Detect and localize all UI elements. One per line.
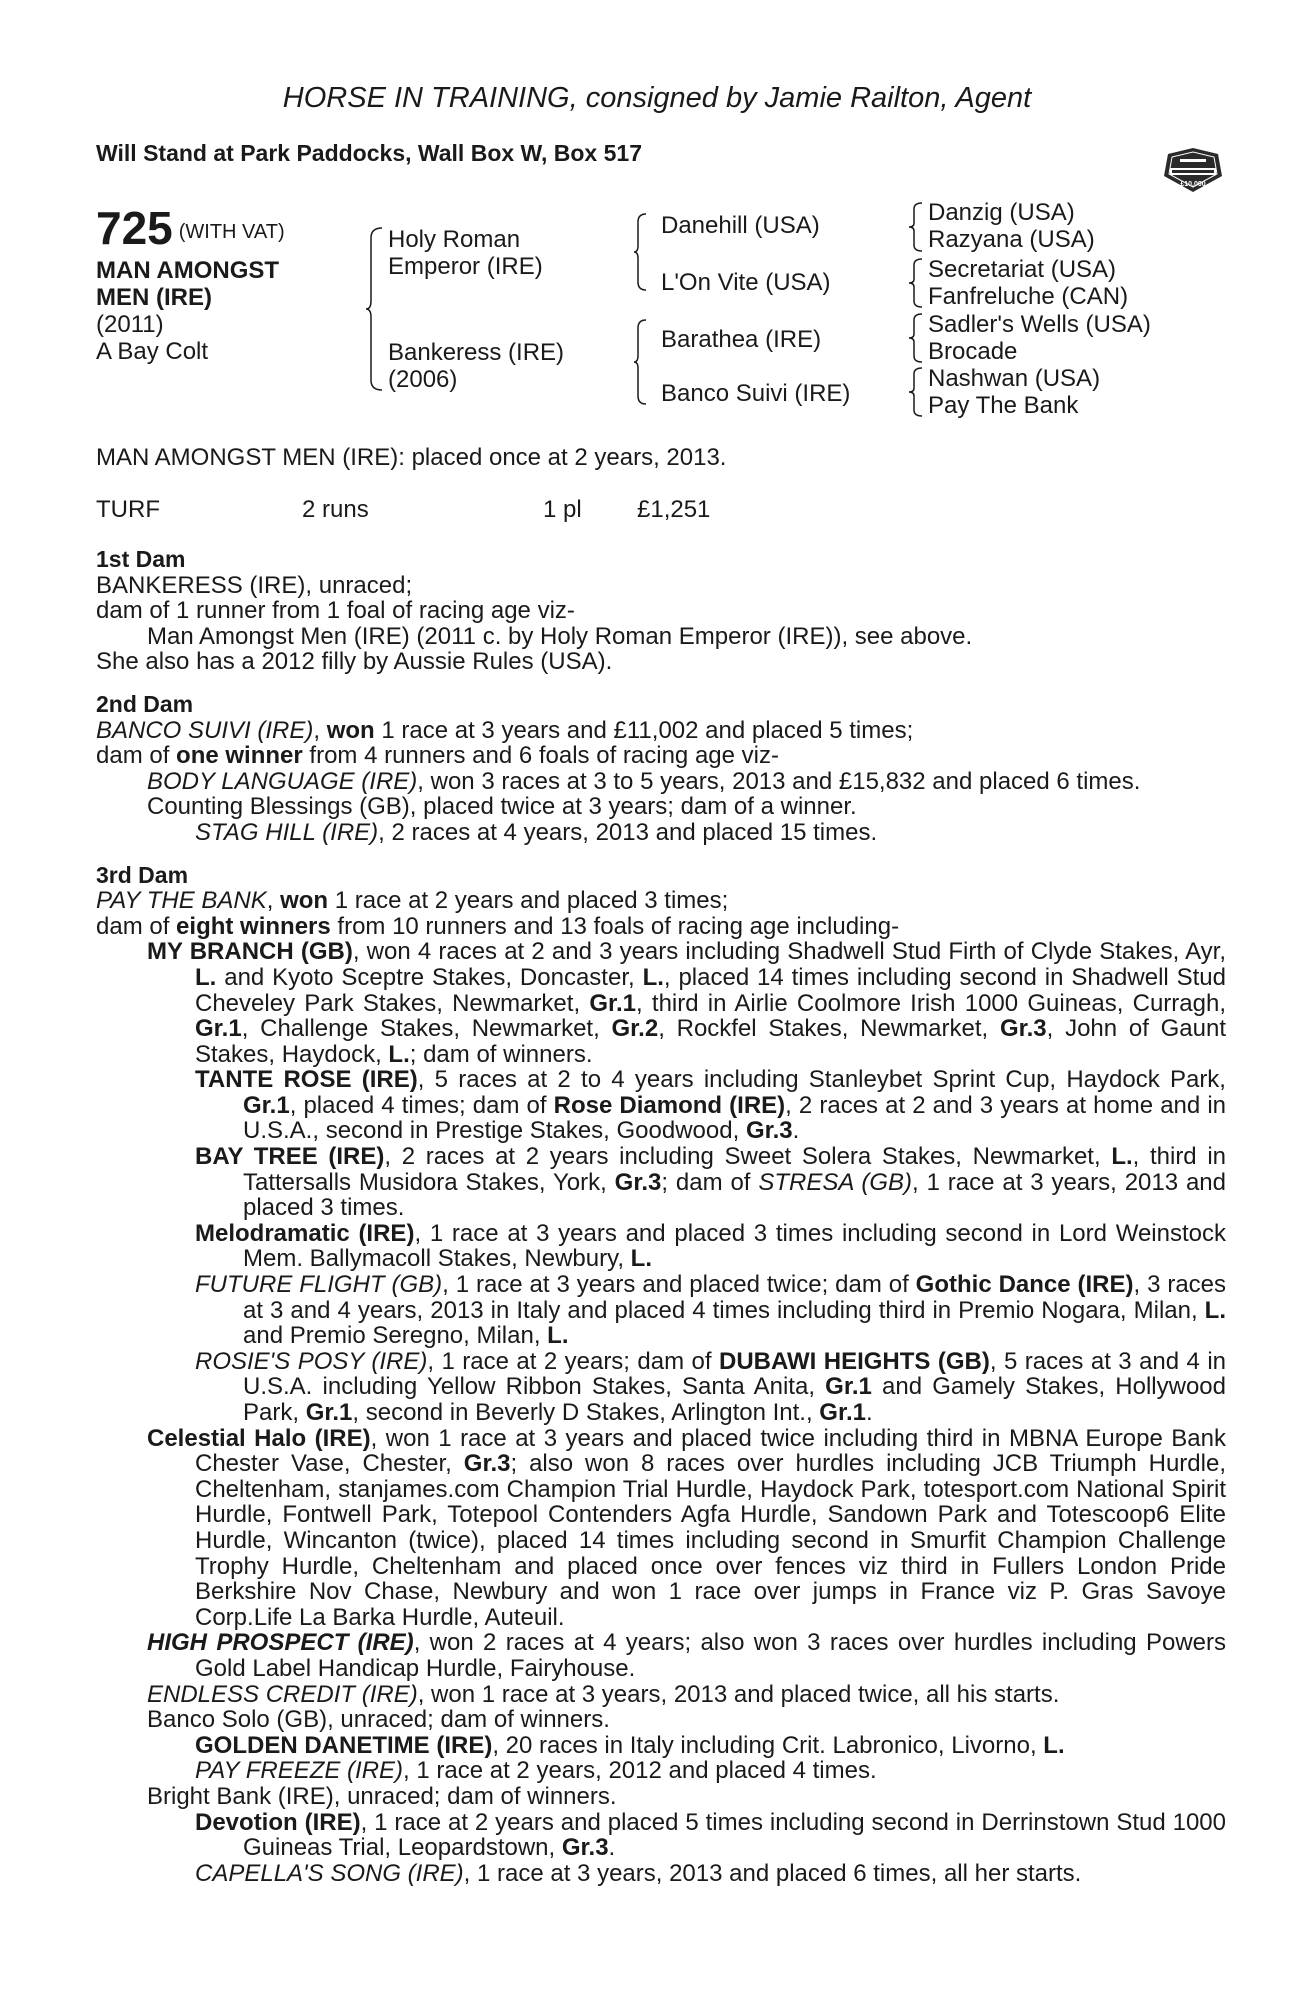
entry-text: Gr.3 [463, 1450, 511, 1478]
entry-text: dam of [96, 742, 177, 770]
entry-text: Gr.1 [243, 1091, 290, 1119]
pedigree-gen2-3: Barathea (IRE) [661, 326, 822, 353]
pedigree-entry [96, 888, 1226, 914]
pedigree-entry [96, 1784, 1226, 1810]
section-heading: 1st Dam [96, 546, 186, 572]
entry-text: , 3 races at 3 and 4 years, 2013 in Italy and placed 4 times including third in Premio Nogara, Milan, [243, 1271, 1233, 1324]
entry-text: , 1 race at 2 years and placed 5 times including second in Derrinstown Stud 1000 Guineas Trial, Leopardstown, [243, 1808, 1233, 1862]
pedigree-sire [388, 226, 543, 280]
section-heading: 3rd Dam [96, 861, 189, 888]
sire-name-line2: Emperor (IRE) [388, 253, 543, 280]
pedigree-entry [96, 1758, 1226, 1784]
entry-text: ; dam of winners. [409, 1040, 593, 1068]
entry-text: one winner [176, 742, 303, 770]
entry-text: Gr.1 [825, 1373, 872, 1401]
entry-text: , third in Airlie Coolmore Irish 1000 Guineas, Curragh, [636, 989, 1233, 1017]
entry-text: from 4 runners and 6 foals of racing age viz- [302, 742, 779, 770]
entry-text: , won 3 races at 3 to 5 years, 2013 and £15,832 and placed 6 times. [417, 767, 1141, 795]
entry-text: from 10 runners and 13 foals of racing age including- [330, 912, 900, 940]
entry-text: , 2 races at 2 years including Sweet Solera Stakes, Newmarket, [384, 1143, 1112, 1171]
entry-text: L. [630, 1245, 652, 1273]
entry-text: , [313, 716, 327, 744]
entry-text: , 1 race at 3 years, 2013 and placed 3 times. [243, 1168, 1233, 1222]
pedigree-entry [96, 1861, 1226, 1887]
foaling-year: (2011) [96, 311, 164, 338]
pedigree-entry [96, 769, 1226, 795]
entry-text: MY BRANCH (GB) [147, 938, 353, 966]
pedigree-gen3-2: Razyana (USA) [928, 226, 1095, 253]
dam-sections [96, 546, 1233, 1887]
entry-text: , [266, 887, 281, 915]
pedigree-bracket-7 [906, 366, 924, 418]
pedigree-entry [96, 1143, 1233, 1222]
entry-text: , 5 races at 3 and 4 in U.S.A. including Yellow Ribbon Stakes, Santa Anita, [243, 1347, 1233, 1401]
pedigree-dam [388, 339, 564, 393]
pedigree-gen2-4: Banco Suivi (IRE) [661, 380, 851, 407]
entry-text: , Challenge Stakes, Newmarket, [241, 1015, 612, 1043]
pedigree-bracket-1 [364, 226, 384, 392]
record-runs: 2 runs [302, 496, 369, 523]
entry-text: , 1 race at 3 years and placed twice; dam of [442, 1271, 916, 1299]
racing-bonus-badge-icon [1160, 146, 1226, 198]
pedigree-bracket-3 [632, 318, 648, 406]
lot-number-line [96, 204, 285, 256]
entry-text: . [608, 1834, 616, 1862]
pedigree-gen3-3: Secretariat (USA) [928, 256, 1117, 283]
entry-text: and Gamely Stakes, Hollywood Park, [243, 1373, 1233, 1426]
pedigree-gen3-4: Fanfreluche (CAN) [928, 283, 1129, 310]
entry-text: Bright Bank (IRE), unraced; dam of winners. [147, 1782, 617, 1810]
entry-text: won [280, 887, 329, 915]
entry-text: , third in Tattersalls Musidora Stakes, York, [243, 1143, 1233, 1196]
entry-text: Gr.2 [611, 1015, 659, 1043]
entry-text: L. [1043, 1731, 1065, 1759]
pedigree-entry [96, 718, 1226, 744]
entry-text: , 1 race at 3 years, 2013 and placed 6 times, all her starts. [463, 1859, 1082, 1887]
pedigree-entry [96, 743, 1226, 769]
pedigree-entry [96, 1733, 1226, 1759]
catalogue-title: HORSE IN TRAINING, consigned by Jamie Railton, Agent [282, 82, 1032, 114]
pedigree-entry [96, 938, 1233, 1068]
horse-name-line2: MEN (IRE) [96, 284, 212, 311]
pedigree-entry [96, 1629, 1233, 1682]
pedigree-entry [96, 1347, 1233, 1426]
pedigree-entry [96, 1271, 1233, 1350]
entry-text: Gr.3 [745, 1117, 793, 1145]
entry-text: and Kyoto Sceptre Stakes, Doncaster, [216, 963, 643, 991]
entry-text: PAY THE BANK [96, 887, 267, 915]
entry-text: FUTURE FLIGHT (GB) [195, 1271, 443, 1299]
entry-text: L. [195, 963, 217, 991]
pedigree-entry [96, 573, 1226, 599]
entry-text: , John of Gaunt Stakes, Haydock, [195, 1015, 1233, 1068]
entry-text: Gr.1 [195, 1015, 242, 1043]
entry-text: 1 race at 2 years and placed 3 times; [328, 887, 729, 915]
pedigree-gen3-5: Sadler's Wells (USA) [928, 311, 1151, 338]
pedigree-bracket-6 [906, 312, 924, 364]
dam-name: Bankeress (IRE) [388, 339, 565, 366]
entry-text: Gothic Dance (IRE) [915, 1271, 1134, 1299]
entry-text: , won 4 races at 2 and 3 years including Shadwell Stud Firth of Clyde Stakes, Ayr, [352, 938, 1233, 966]
sire-name-line1: Holy Roman [388, 226, 521, 253]
entry-text: L. [642, 963, 664, 991]
entry-text: STAG HILL (IRE) [195, 818, 379, 846]
stand-location: Will Stand at Park Paddocks, Wall Box W, Box 517 [96, 140, 642, 166]
entry-text: , 1 race at 2 years, 2012 and placed 4 times. [403, 1757, 877, 1785]
pedigree-entry [96, 1808, 1233, 1862]
pedigree-entry [96, 598, 1226, 624]
entry-text: , placed 4 times; dam of [289, 1091, 554, 1119]
entry-text: Gr.3 [614, 1168, 662, 1196]
entry-text: 1 race at 3 years and £11,002 and placed 5 times; [374, 716, 914, 744]
entry-text: STRESA (GB) [758, 1168, 913, 1196]
pedigree-entry [96, 649, 1226, 675]
entry-text: , won 1 race at 3 years, 2013 and placed twice, all his starts. [417, 1680, 1060, 1708]
entry-text: Celestial Halo (IRE) [147, 1424, 371, 1452]
entry-text: L. [547, 1322, 569, 1350]
pedigree-entry [96, 1424, 1233, 1631]
entry-text: ; dam of [661, 1168, 759, 1196]
entry-text: Counting Blessings (GB), placed twice at 3 years; dam of a winner. [147, 793, 857, 821]
entry-text: , won 2 races at 4 years; also won 3 races over hurdles including Powers Gold Label Handicap Hurdle, Fairyhouse. [195, 1629, 1233, 1682]
pedigree-gen3-6: Brocade [928, 338, 1018, 365]
vat-label: (WITH VAT) [178, 220, 285, 243]
section-heading: 2nd Dam [96, 690, 194, 717]
entry-text: ; also won 8 races over hurdles including JCB Triumph Hurdle, Cheltenham, stanjames.com Champion Trial Hurdle, Haydock Park, totesport.com National Spirit Hurdle, Fontwell Park, Totepool Contenders Agfa Hurdle, Sandown Park and Totescoop6 Elite Hurdle, Wincanton (twice), placed 14 times including second in Smurfit Champion Challenge Trophy Hurdle, Cheltenham and placed once over fences viz third in Fullers London Pride Berkshire Nov Chase, Newbury and won 1 race over jumps in France viz P. Gras Savoye Corp.Life La Barka Hurdle, Auteuil. [195, 1450, 1233, 1631]
entry-text: Rose Diamond (IRE) [553, 1091, 786, 1119]
badge-amount: £10,000 [1180, 181, 1206, 188]
entry-text: L. [388, 1040, 410, 1068]
entry-text: Gr.1 [819, 1399, 866, 1426]
entry-text: ROSIE'S POSY (IRE) [195, 1347, 428, 1375]
entry-text: Devotion (IRE) [195, 1808, 361, 1836]
pedigree-entry [96, 1219, 1233, 1273]
entry-text: , 20 races in Italy including Crit. Labronico, Livorno, [492, 1731, 1044, 1759]
entry-text: L. [1204, 1296, 1226, 1324]
entry-text: BAY TREE (IRE) [195, 1143, 385, 1171]
horse-description: A Bay Colt [96, 338, 209, 365]
record-earnings: £1,251 [637, 496, 711, 523]
pedigree-gen2-1: Danehill (USA) [661, 212, 820, 239]
entry-text: She also has a 2012 filly by Aussie Rules (USA). [96, 648, 613, 676]
entry-text: Gr.1 [589, 989, 637, 1017]
entry-text: CAPELLA'S SONG (IRE) [195, 1859, 464, 1887]
pedigree-bracket-4 [906, 201, 924, 253]
pedigree-entry [96, 794, 1226, 820]
entry-text: BANKERESS (IRE), unraced; [96, 571, 413, 599]
entry-text: and Premio Seregno, Milan, [243, 1296, 1233, 1350]
entry-text: PAY FREEZE (IRE) [195, 1757, 404, 1785]
entry-text: , 1 race at 2 years; dam of [427, 1347, 719, 1375]
entry-text: eight winners [176, 912, 331, 940]
entry-text: TANTE ROSE (IRE) [195, 1066, 418, 1094]
record-surface: TURF [96, 496, 160, 523]
entry-text: dam of [96, 912, 177, 940]
entry-text: DUBAWI HEIGHTS (GB) [718, 1347, 990, 1375]
pedigree-entry [96, 1066, 1233, 1145]
pedigree-entry [96, 820, 1226, 846]
entry-text: Man Amongst Men (IRE) (2011 c. by Holy Roman Emperor (IRE)), see above. [147, 622, 973, 650]
pedigree-gen3-7: Nashwan (USA) [928, 365, 1101, 392]
entry-text: GOLDEN DANETIME (IRE) [195, 1731, 493, 1759]
pedigree-gen3-1: Danzig (USA) [928, 199, 1075, 226]
entry-text: . [792, 1117, 800, 1145]
entry-text: , placed 14 times including second in Shadwell Stud Cheveley Park Stakes, Newmarket, [195, 963, 1233, 1017]
entry-text: , 1 race at 3 years and placed 3 times including second in Lord Weinstock Mem. Ballymacoll Stakes, Newbury, [243, 1219, 1233, 1273]
entry-text: , 5 races at 2 to 4 years including Stanleybet Sprint Cup, Haydock Park, [417, 1066, 1233, 1094]
entry-text: , won 1 race at 3 years and placed twice including third in MBNA Europe Bank Chester Vase, Chester, [195, 1424, 1233, 1478]
pedigree-entry [96, 914, 1226, 940]
entry-text: won [326, 716, 375, 744]
entry-text: L. [1111, 1143, 1133, 1171]
dam-year: (2006) [388, 366, 458, 393]
lot-number: 725 [96, 202, 173, 254]
entry-text: HIGH PROSPECT (IRE) [147, 1629, 414, 1657]
entry-text: , second in Beverly D Stakes, Arlington Int., [352, 1399, 820, 1426]
horse-name [96, 257, 326, 311]
entry-text: BANCO SUIVI (IRE) [96, 716, 314, 744]
entry-text: , 2 races at 4 years, 2013 and placed 15 times. [378, 818, 878, 846]
pedigree-entry [96, 624, 1226, 650]
entry-text: . [866, 1399, 873, 1426]
pedigree-gen3-8: Pay The Bank [928, 392, 1079, 419]
entry-text: Melodramatic (IRE) [195, 1219, 415, 1247]
entry-text: BODY LANGUAGE (IRE) [147, 767, 418, 795]
entry-text: ENDLESS CREDIT (IRE) [147, 1680, 418, 1708]
pedigree-bracket-2 [632, 212, 648, 292]
pedigree-gen2-2: L'On Vite (USA) [661, 269, 831, 296]
horse-name-line1: MAN AMONGST [96, 257, 280, 284]
entry-text: Banco Solo (GB), unraced; dam of winners. [147, 1706, 610, 1734]
race-summary: MAN AMONGST MEN (IRE): placed once at 2 years, 2013. [96, 444, 727, 471]
entry-text: , Rockfel Stakes, Newmarket, [658, 1015, 1000, 1043]
entry-text: , 2 races at 2 and 3 years at home and in U.S.A., second in Prestige Stakes, Goodwood, [243, 1091, 1233, 1145]
pedigree-entry [96, 1682, 1226, 1708]
entry-text: Gr.3 [999, 1015, 1047, 1043]
record-placed: 1 pl [543, 496, 582, 523]
pedigree-entry [96, 1707, 1226, 1733]
entry-text: dam of 1 runner from 1 foal of racing age viz- [96, 597, 575, 625]
entry-text: Gr.1 [305, 1399, 353, 1426]
entry-text: Gr.3 [561, 1834, 609, 1862]
pedigree-bracket-5 [906, 257, 924, 309]
